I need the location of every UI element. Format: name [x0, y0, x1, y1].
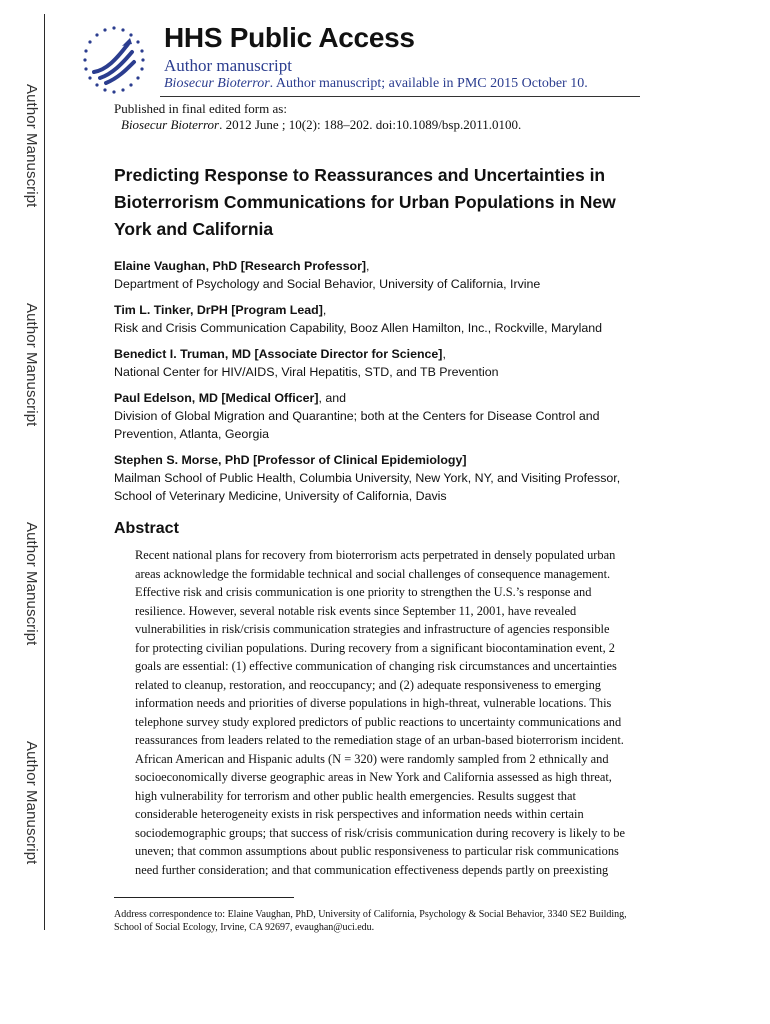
abstract-line: for protecting civilian populations. During recovery from a significant biocontamination event, 2 [135, 640, 616, 655]
sidebar-rule [44, 14, 45, 930]
author-name: Benedict I. Truman, MD [Associate Director for Science] [114, 347, 443, 361]
hhs-eagle-logo-icon [76, 22, 152, 98]
author-entry [114, 345, 674, 381]
abstract-line: reassurances from leaders related to the remediation stage of an urban-based bioterrorism incident. [135, 733, 624, 747]
abstract-line: goals are essential: (1) effective communication of changing risk circumstances and uncertainties [135, 659, 617, 673]
author-entry [114, 301, 674, 337]
abstract-line: areas acknowledge the formidable technical and social challenges of consequence management. [135, 566, 611, 581]
article-title [114, 162, 654, 243]
abstract-line: resilience. However, several notable risk events since September 11, 2001, have revealed [135, 603, 577, 618]
publication-intro: Published in final edited form as: [114, 101, 287, 116]
sidebar-label-1: Author Manuscript [23, 84, 40, 208]
publication-journal: Biosecur Bioterror [121, 117, 220, 132]
abstract-line: considerable heterogeneity exists in risk perspectives and information needs within certain [135, 807, 584, 821]
publication-citation [114, 117, 521, 133]
author-entry [114, 389, 674, 443]
abstract-heading: Abstract [114, 520, 179, 537]
author-affiliation: Department of Psychology and Social Behavior, University of California, Irvine [114, 277, 541, 291]
author-affiliation: National Center for HIV/AIDS, Viral Hepatitis, STD, and TB Prevention [114, 365, 499, 379]
abstract-line: Recent national plans for recovery from bioterrorism acts perpetrated in densely populated urban [135, 548, 616, 562]
sidebar-label-4: Author Manuscript [23, 741, 40, 865]
author-name: Tim L. Tinker, DrPH [Program Lead] [114, 303, 323, 317]
author-suffix: , [366, 259, 370, 273]
abstract-line: information needs and priorities of diverse populations in high-threat, vulnerable locations. This [135, 696, 612, 710]
journal-availability-note: . Author manuscript; available in PMC 2015 October 10. [269, 76, 588, 91]
abstract-body [135, 546, 645, 879]
article-title-line: Predicting Response to Reassurances and Uncertainties in [114, 165, 606, 185]
author-name: Elaine Vaughan, PhD [Research Professor] [114, 259, 367, 273]
author-affiliation: Prevention, Atlanta, Georgia [114, 427, 269, 441]
journal-availability [164, 76, 588, 92]
abstract-line: vulnerabilities in risk/crisis communication strategies and infrastructure of agencies responsible [135, 622, 610, 636]
author-affiliation: Risk and Crisis Communication Capability, Booz Allen Hamilton, Inc., Rockville, Maryland [114, 321, 603, 335]
author-manuscript-label: Author manuscript [164, 56, 292, 75]
hhs-public-access-title: HHS Public Access [164, 22, 415, 53]
abstract-line: Effective risk and crisis communication is one priority to strengthen the U.S.’s response and [135, 585, 592, 599]
article-title-line: York and California [114, 219, 274, 239]
author-affiliation: Division of Global Migration and Quarantine; both at the Centers for Disease Control and [114, 409, 600, 423]
author-affiliation: Mailman School of Public Health, Columbia University, New York, NY, and Visiting Professor, [114, 471, 621, 485]
author-suffix: , and [318, 391, 347, 405]
author-suffix: , [442, 347, 446, 361]
footnote-line: Address correspondence to: Elaine Vaughan, PhD, University of California, Psychology & Social Behavior, 3340 SE2 Building, [114, 909, 627, 920]
abstract-line: related to cleanup, restoration, and reoccupancy; and (2) adequate responsiveness to emerging [135, 677, 601, 692]
author-name: Paul Edelson, MD [Medical Officer] [114, 391, 319, 405]
publication-citation-detail: . 2012 June ; 10(2): 188–202. doi:10.1089/bsp.2011.0100. [219, 117, 522, 132]
abstract-line: uneven; that common assumptions about public responsiveness to particular risk communications [135, 844, 619, 858]
author-suffix: , [322, 303, 327, 317]
journal-name: Biosecur Bioterror [164, 76, 270, 91]
publication-info [114, 101, 521, 133]
author-name: Stephen S. Morse, PhD [Professor of Clinical Epidemiology] [114, 453, 467, 467]
author-list [114, 257, 674, 513]
sidebar-label-2: Author Manuscript [23, 303, 40, 427]
abstract-line: socioeconomically diverse geographic areas in New York and California assessed as high threat, [135, 770, 612, 784]
article-title-line: Bioterrorism Communications for Urban Populations in New [114, 192, 616, 212]
abstract-line: high vulnerability for terrorism and other public health emergencies. Results suggest that [135, 788, 576, 803]
abstract-line: need further consideration; and that communication effectiveness depends partly on preexisting [135, 862, 609, 877]
author-entry [114, 451, 674, 505]
abstract-line: sociodemographic groups; that success of risk/crisis communication during recovery is likely to be [135, 825, 626, 840]
sidebar-label-3: Author Manuscript [23, 522, 40, 646]
author-affiliation: School of Veterinary Medicine, University of California, Davis [114, 489, 447, 503]
footnote [114, 908, 654, 934]
header-rule [160, 96, 640, 97]
footnote-line: School of Social Ecology, Irvine, CA 92697, evaughan@uci.edu. [114, 922, 375, 933]
author-entry [114, 257, 674, 293]
abstract-line: telephone survey study explored predictors of public reactions to uncertainty communications and [135, 714, 622, 729]
footnote-rule [114, 897, 294, 898]
abstract-line: African American and Hispanic adults (N = 320) were randomly sampled from 2 ethnically and [135, 751, 609, 766]
